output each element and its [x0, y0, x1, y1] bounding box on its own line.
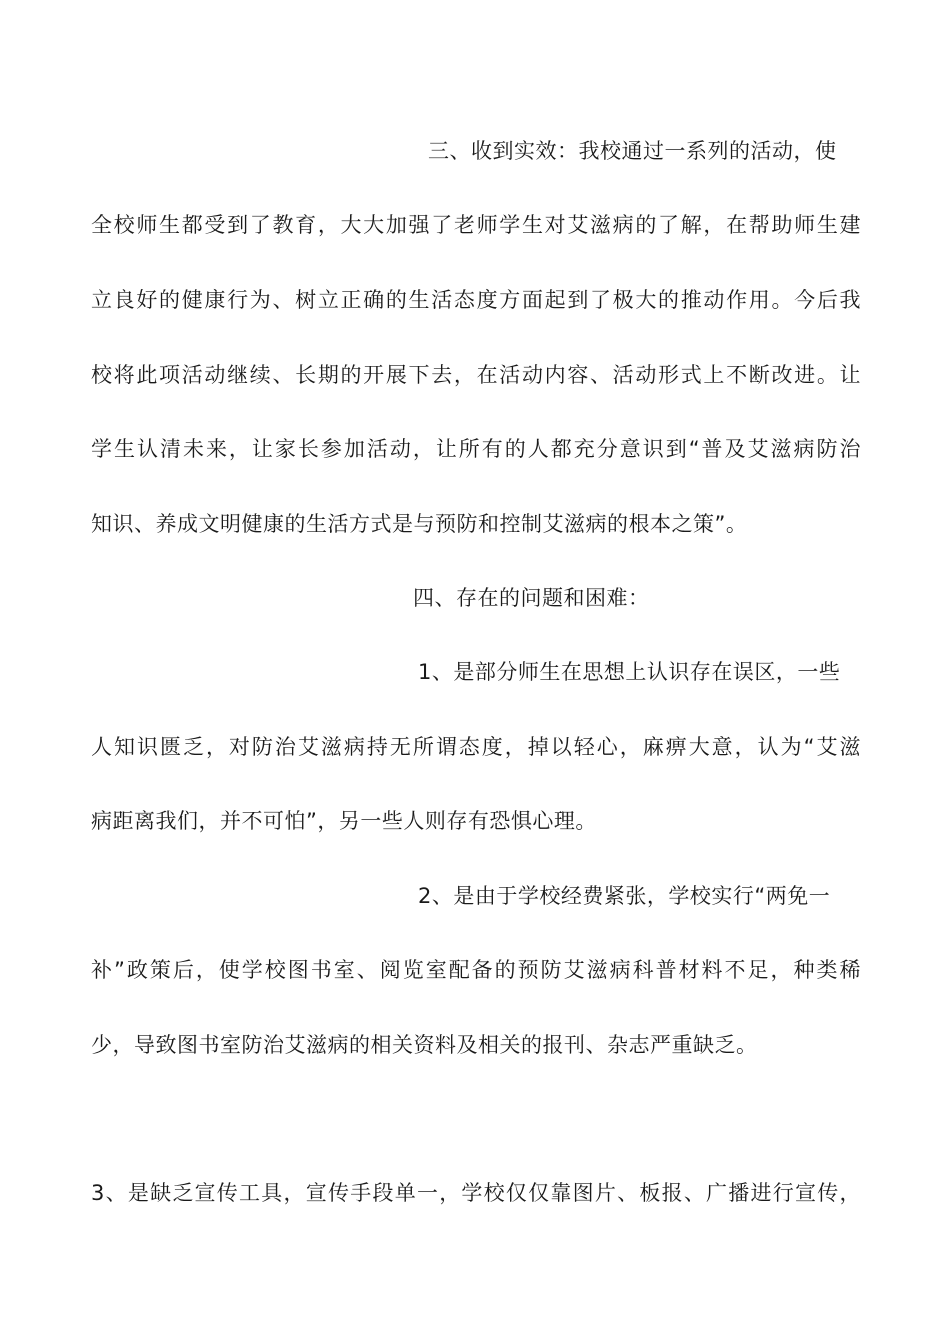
item-two-first-line: 2、是由于学校经费紧张，学校实行“两免一: [418, 884, 831, 908]
section-three-heading-line: 三、收到实效：我校通过一系列的活动，使: [428, 139, 837, 163]
paragraph-line: 立良好的健康行为、树立正确的生活态度方面起到了极大的推动作用。今后我: [91, 288, 861, 312]
paragraph-line: 校将此项活动继续、长期的开展下去，在活动内容、活动形式上不断改进。让: [91, 363, 861, 387]
item-three-first-line: 3、是缺乏宣传工具，宣传手段单一，学校仅仅靠图片、板报、广播进行宣传，: [91, 1181, 861, 1205]
paragraph-line: 全校师生都受到了教育，大大加强了老师学生对艾滋病的了解，在帮助师生建: [91, 213, 861, 237]
paragraph-line: 学生认清未来，让家长参加活动，让所有的人都充分意识到“普及艾滋病防治: [91, 437, 861, 461]
paragraph-line: 少，导致图书室防治艾滋病的相关资料及相关的报刊、杂志严重缺乏。: [91, 1033, 758, 1057]
paragraph-line: 人知识匮乏，对防治艾滋病持无所谓态度，掉以轻心，麻痹大意，认为“艾滋: [91, 735, 861, 759]
section-four-heading: 四、存在的问题和困难：: [413, 586, 650, 610]
paragraph-line: 补”政策后，使学校图书室、阅览室配备的预防艾滋病科普材料不足，种类稀: [91, 958, 861, 982]
paragraph-line: 病距离我们，并不可怕”，另一些人则存有恐惧心理。: [91, 809, 597, 833]
item-one-first-line: 1、是部分师生在思想上认识存在误区，一些: [418, 660, 841, 684]
paragraph-line: 知识、养成文明健康的生活方式是与预防和控制艾滋病的根本之策”。: [91, 512, 748, 536]
